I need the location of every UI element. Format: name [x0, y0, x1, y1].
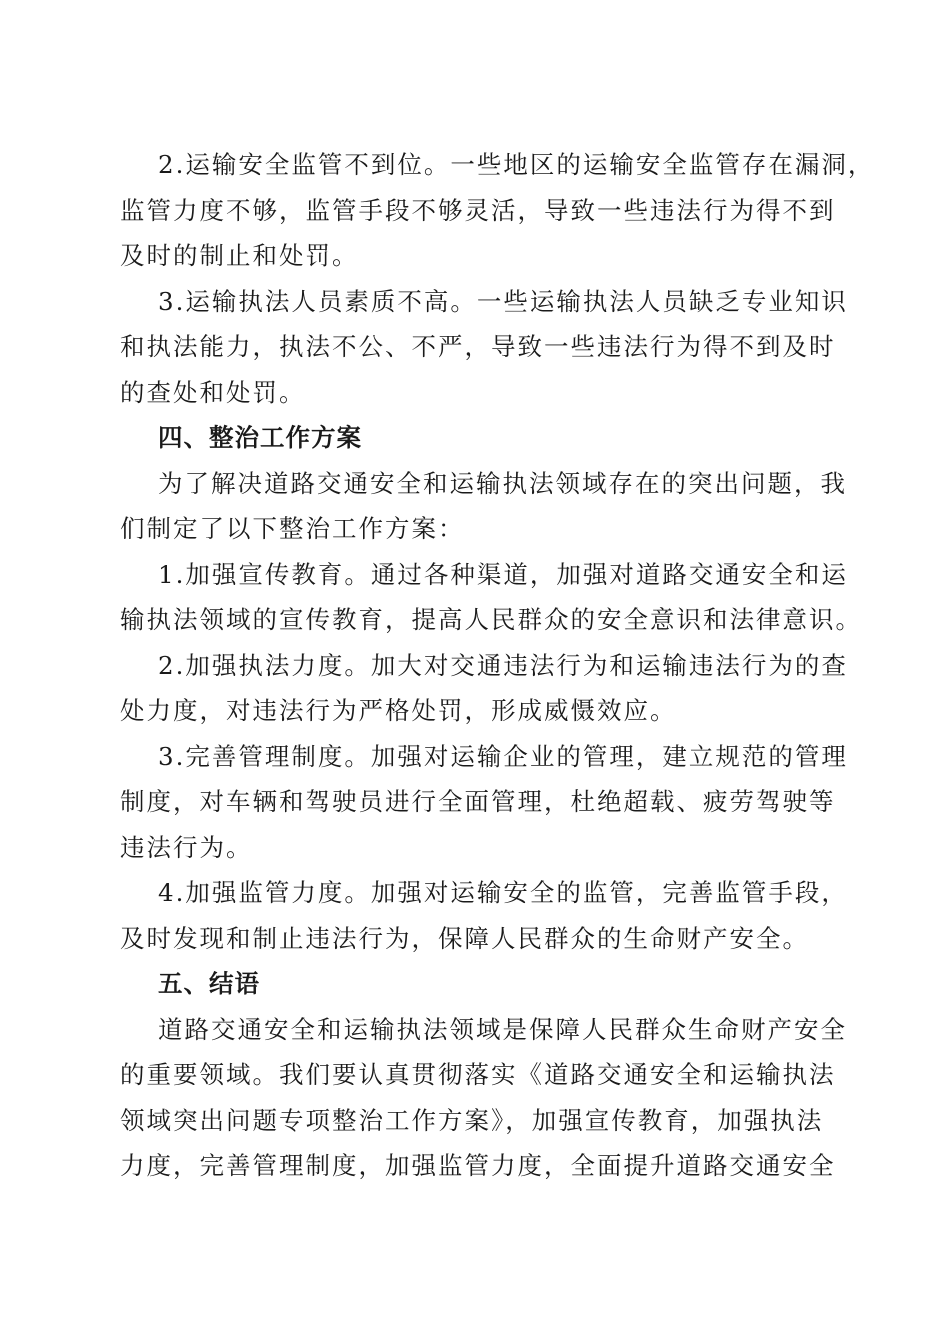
text-line: 监管力度不够，监管手段不够灵活，导致一些违法行为得不到 [120, 195, 836, 225]
text-line: 为了解决道路交通安全和运输执法领域存在的突出问题，我 [158, 468, 847, 498]
text-line: 及时的制止和处罚。 [120, 241, 359, 270]
document-page [120, 142, 875, 1189]
text-line: 输执法领域的宣传教育，提高人民群众的安全意识和法律意识。 [120, 605, 862, 634]
paragraph-plan-item-2 [120, 643, 848, 734]
paragraph-conclusion [120, 1007, 847, 1189]
text-line: 和执法能力，执法不公、不严，导致一些违法行为得不到及时 [120, 332, 836, 361]
section-heading-plan [120, 415, 830, 461]
text-line: 领域突出问题专项整治工作方案》，加强宣传教育，加强执法 [120, 1105, 824, 1135]
text-line: 违法行为。 [120, 832, 253, 862]
text-line: 们制定了以下整治工作方案： [120, 514, 465, 543]
paragraph-plan-intro [120, 461, 847, 552]
text-line: 2.运输安全监管不到位。一些地区的运输安全监管存在漏洞， [158, 150, 875, 179]
text-line: 3.运输执法人员素质不高。一些运输执法人员缺乏专业知识 [158, 286, 848, 316]
text-line: 2.加强执法力度。加大对交通违法行为和运输违法行为的查 [158, 650, 848, 680]
text-line: 力度，完善管理制度，加强监管力度，全面提升道路交通安全 [120, 1151, 836, 1180]
paragraph-plan-item-3 [120, 734, 848, 871]
paragraph-supervision-gap [120, 142, 875, 279]
text-line: 道路交通安全和运输执法领域是保障人民群众生命财产安全 [158, 1014, 847, 1044]
text-line: 及时发现和制止违法行为，保障人民群众的生命财产安全。 [120, 923, 809, 953]
text-line: 3.完善管理制度。加强对运输企业的管理，建立规范的管理 [158, 741, 848, 771]
text-line: 4.加强监管力度。加强对运输安全的监管，完善监管手段， [158, 878, 848, 907]
paragraph-personnel-quality [120, 279, 848, 416]
text-line: 处力度，对违法行为严格处罚，形成威慑效应。 [120, 696, 677, 725]
paragraph-plan-item-4 [120, 870, 848, 961]
text-line: 的查处和处罚。 [120, 377, 306, 407]
text-line: 制度，对车辆和驾驶员进行全面管理，杜绝超载、疲劳驾驶等 [120, 787, 836, 816]
text-line: 1.加强宣传教育。通过各种渠道，加强对道路交通安全和运 [158, 559, 848, 589]
text-line: 的重要领域。我们要认真贯彻落实《道路交通安全和运输执法 [120, 1060, 836, 1089]
section-heading-conclusion [120, 961, 830, 1007]
paragraph-plan-item-1 [120, 552, 862, 643]
heading-text: 五、结语 [158, 969, 260, 998]
heading-text: 四、整治工作方案 [158, 423, 362, 452]
